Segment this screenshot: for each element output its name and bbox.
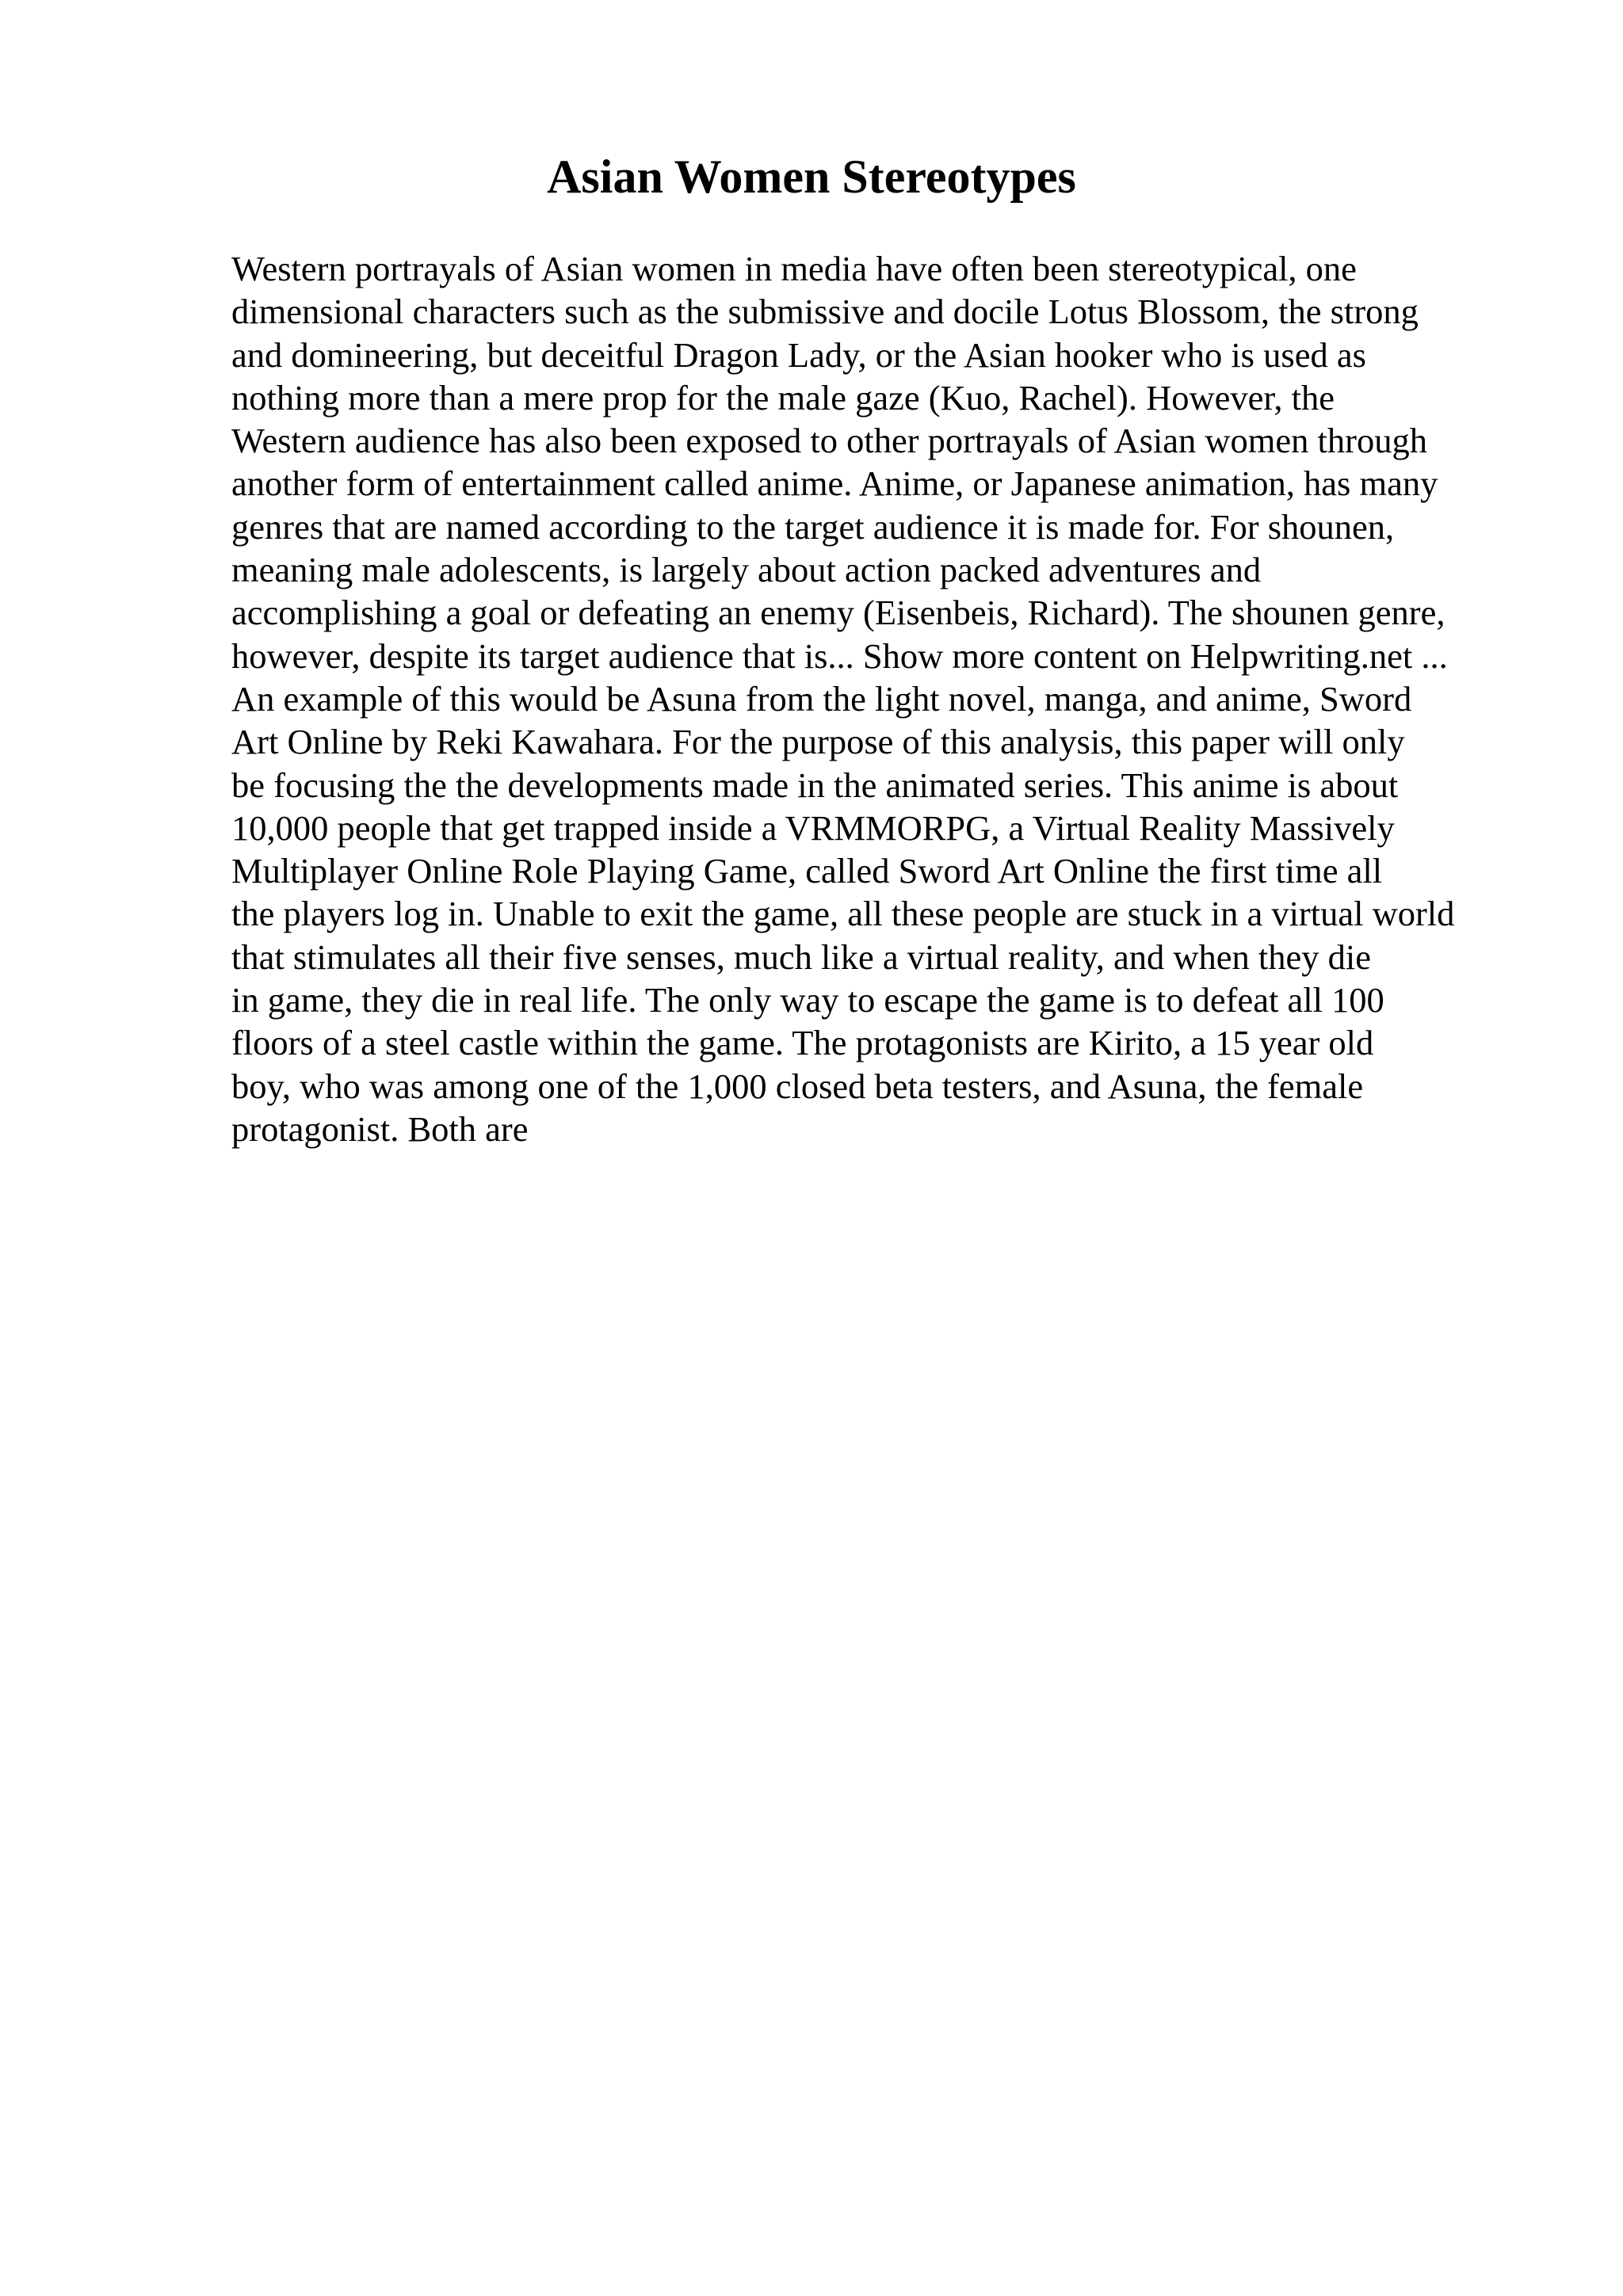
body-line: be focusing the the developments made in the animated series. This anime is about <box>231 765 1399 805</box>
body-line: floors of a steel castle within the game. The protagonists are Kirito, a 15 year old <box>231 1023 1374 1063</box>
body-line: protagonist. Both are <box>231 1108 529 1149</box>
body-line: boy, who was among one of the 1,000 closed beta testers, and Asuna, the female <box>231 1066 1364 1106</box>
body-line: meaning male adolescents, is largely about action packed adventures and <box>231 550 1262 590</box>
body-line: another form of entertainment called anime. Anime, or Japanese animation, has many <box>231 463 1438 504</box>
body-line: 10,000 people that get trapped inside a VRMMORPG, a Virtual Reality Massively <box>231 807 1395 848</box>
body-line: genres that are named according to the target audience it is made for. For shounen, <box>231 506 1395 547</box>
body-line: that stimulates all their five senses, much like a virtual reality, and when they die <box>231 936 1371 977</box>
body-line: accomplishing a goal or defeating an enemy (Eisenbeis, Richard). The shounen genre, <box>231 593 1445 633</box>
body-line: Western audience has also been exposed to other portrayals of Asian women through <box>231 421 1427 461</box>
body-line: Art Online by Reki Kawahara. For the purpose of this analysis, this paper will only <box>231 722 1405 762</box>
body-line: Multiplayer Online Role Playing Game, called Sword Art Online the first time all <box>231 851 1383 891</box>
body-line: Western portrayals of Asian women in media have often been stereotypical, one <box>231 249 1357 288</box>
body-line: An example of this would be Asuna from the light novel, manga, and anime, Sword <box>231 678 1412 719</box>
body-line: nothing more than a mere prop for the male gaze (Kuo, Rachel). However, the <box>231 377 1335 418</box>
document-body <box>231 247 1531 1150</box>
body-line: however, despite its target audience that is... Show more content on Helpwriting.net ... <box>231 635 1448 676</box>
body-line: and domineering, but deceitful Dragon Lady, or the Asian hooker who is used as <box>231 334 1366 375</box>
body-line: dimensional characters such as the submissive and docile Lotus Blossom, the strong <box>231 292 1419 332</box>
document-title: Asian Women Stereotypes <box>547 151 1076 203</box>
body-line: in game, they die in real life. The only way to escape the game is to defeat all 100 <box>231 980 1384 1020</box>
body-line: the players log in. Unable to exit the game, all these people are stuck in a virtual world <box>231 894 1455 934</box>
